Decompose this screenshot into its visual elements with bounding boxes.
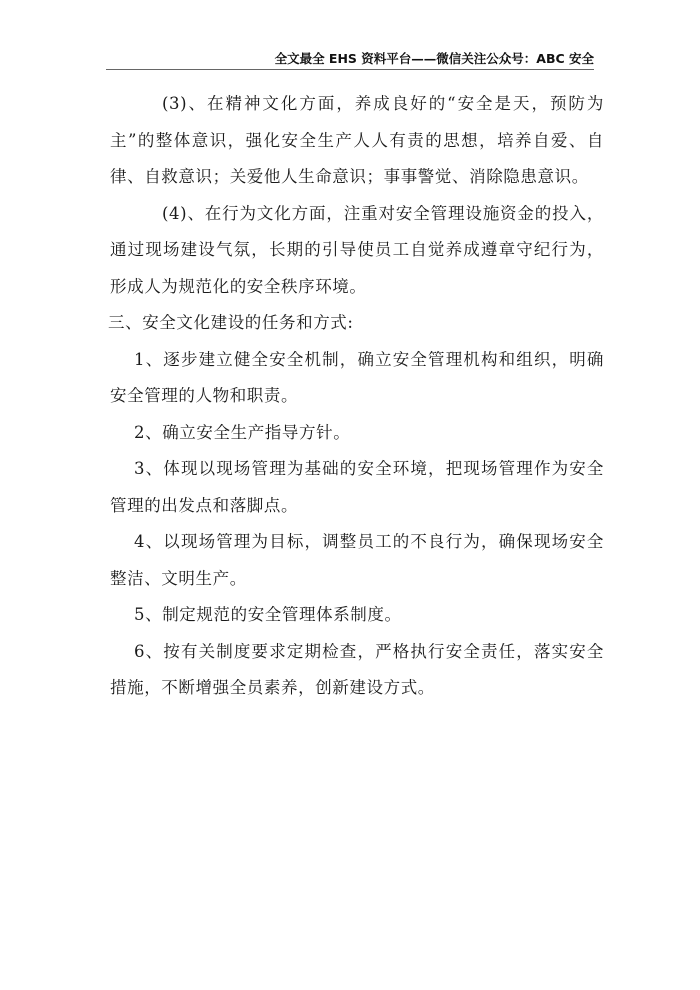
section-heading: 三、安全文化建设的任务和方式: [108,313,354,332]
list-item: 3、体现以现场管理为基础的安全环境，把现场管理作为安全管理的出发点和落脚点。 [110,459,604,515]
paragraph-behavior-culture: (4)、在行为文化方面，注重对安全管理设施资金的投入，通过现场建设气氛，长期的引导使员工自觉养成遵章守纪行为，形成人为规范化的安全秩序环境。 [110,203,604,296]
list-item: 1、逐步建立健全安全机制，确立安全管理机构和组织，明确安全管理的人物和职责。 [110,349,604,405]
list-item: 2、确立安全生产指导方针。 [134,422,351,442]
list-item: 5、制定规范的安全管理体系制度。 [134,605,402,624]
header-divider [106,69,594,70]
document-body [110,86,604,707]
paragraph-spiritual-culture: (3)、在精神文化方面，养成良好的“安全是天，预防为主”的整体意识，强化安全生产人人有责的思想，培养自爱、自律、自救意识；关爱他人生命意识；事事警觉、消除隐患意识。 [110,94,604,186]
list-item: 4、以现场管理为目标，调整员工的不良行为，确保现场安全整洁、文明生产。 [110,532,604,588]
page-header: 全文最全 EHS 资料平台——微信关注公众号：ABC 安全 [274,51,594,66]
list-item: 6、按有关制度要求定期检查，严格执行安全责任，落实安全措施，不断增强全员素养，创新建设方式。 [110,641,604,697]
